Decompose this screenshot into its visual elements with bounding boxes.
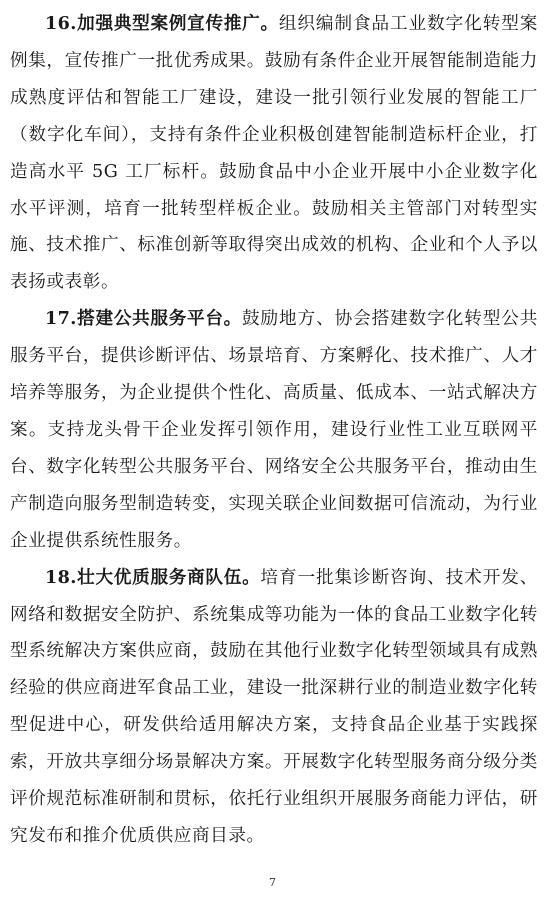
paragraph-16-body: 组织编制食品工业数字化转型案例集，宣传推广一批优秀成果。鼓励有条件企业开展智能制造能力成熟度评估和智能工厂建设，建设一批引领行业发展的智能工厂（数字化车间），支持有条件企业积极创建智能制造标杆企业，打造高水平 5G 工厂标杆。鼓励食品中小企业开展中小企业数字化水平评测，培育一批转型样板企业。鼓励相关主管部门对转型实施、技术推广、标准创新等取得突出成效的机构、企业和个人予以表扬或表彰。 (10, 14, 538, 293)
paragraph-17-body: 鼓励地方、协会搭建数字化转型公共服务平台，提供诊断评估、场景培育、方案孵化、技术推广、人才培养等服务，为企业提供个性化、高质量、低成本、一站式解决方案。支持龙头骨干企业发挥引领作用，建设行业性工业互联网平台、数字化转型公共服务平台、网络安全公共服务平台，推动由生产制造向服务型制造转变，实现关联企业间数据可信流动，为行业企业提供系统性服务。 (10, 309, 538, 551)
page-number: 7 (269, 876, 276, 889)
paragraph-17-heading: 17.搭建公共服务平台。 (45, 308, 243, 330)
paragraph-16-heading: 16.加强典型案例宣传推广。 (45, 13, 279, 34)
paragraph-17 (10, 301, 538, 559)
paragraph-18-heading: 18.壮大优质服务商队伍。 (45, 566, 261, 588)
paragraph-18-body: 培育一批集诊断咨询、技术开发、网络和数据安全防护、系统集成等功能为一体的食品工业数字化转型系统解决方案供应商，鼓励在其他行业数字化转型领域具有成熟经验的供应商进军食品工业，建设一批深耕行业的制造业数字化转型促进中心，研发供给适用解决方案，支持食品企业基于实践探索，开放共享细分场景解决方案。开展数字化转型服务商分级分类评价规范标准研制和贯标，依托行业组织开展服务商能力评估，研究发布和推介优质供应商目录。 (10, 567, 538, 846)
paragraph-16 (10, 6, 538, 301)
paragraph-18 (10, 560, 538, 855)
document-page (10, 6, 538, 855)
